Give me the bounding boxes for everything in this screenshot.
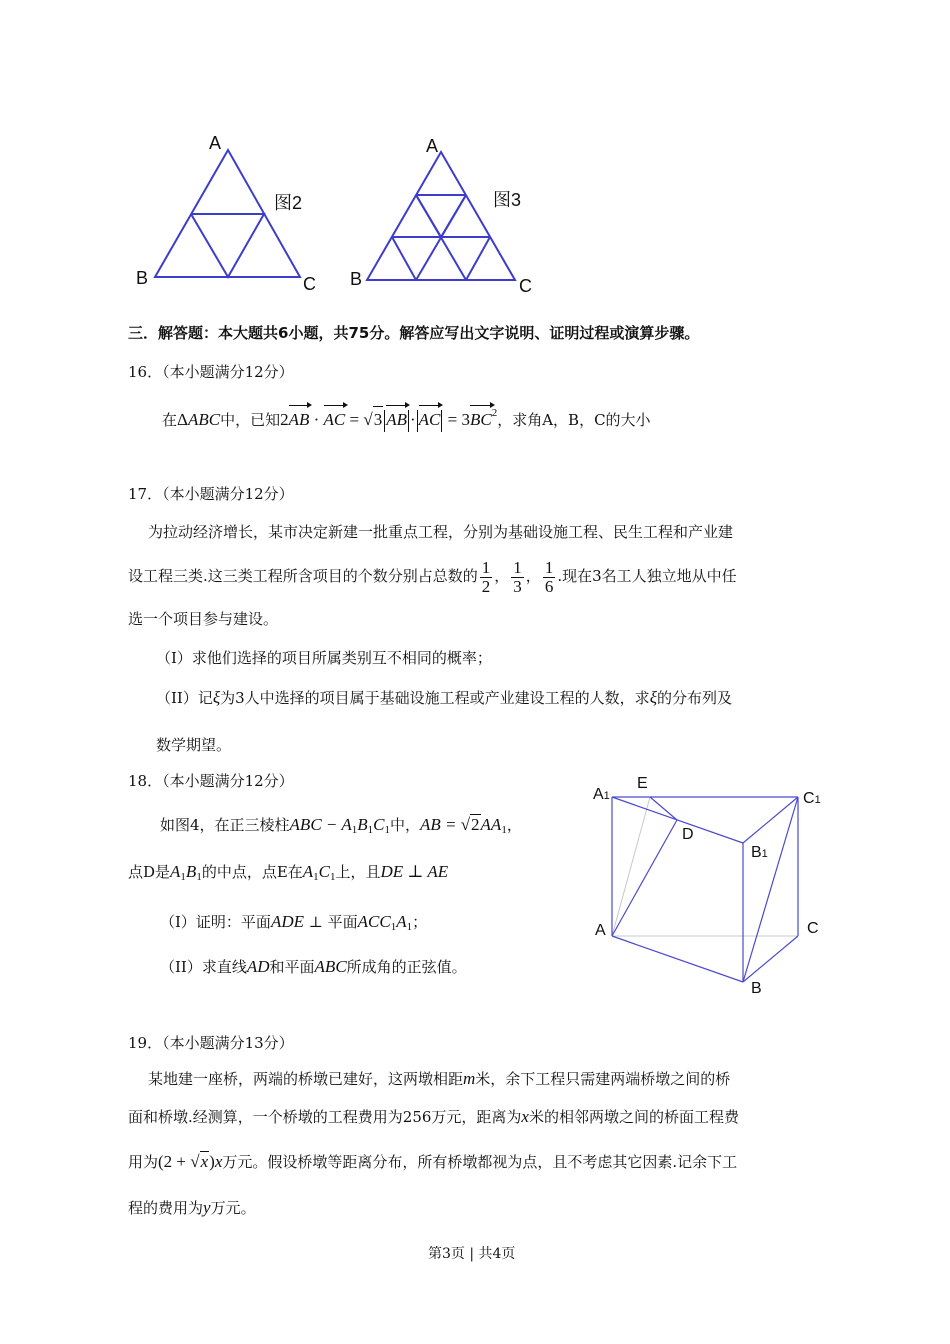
fig4-label-c: C: [807, 920, 819, 937]
q16-text-mid: 中，已知: [220, 411, 281, 429]
fig3-caption: 图3: [493, 190, 522, 210]
q17-line2: 设工程三类.这三类工程所含项目的个数分别占总数的 $\frac{1}{2}$ ， $\frac{1}{3}$ ， $\frac{1}{6}$ .现在3名工人独立地从中任: [128, 557, 737, 596]
fraction-one-third: $\frac{1}{3}$: [513, 557, 522, 596]
fig2-label-b: B: [136, 268, 149, 288]
section-heading: 三．解答题：本大题共6小题，共75分。解答应写出文字说明、证明过程或演算步骤。: [128, 324, 700, 342]
fig4-label-a1: A1: [593, 786, 610, 803]
q19-line2: 面和桥墩.经测算，一个桥墩的工程费用为256万元，距离为x米的相邻两墩之间的桥面工程费: [128, 1107, 739, 1126]
q17-part2-end: 数学期望。: [156, 736, 232, 754]
q17-line1: 为拉动经济增长，某市决定新建一批重点工程，分别为基础设施工程、民生工程和产业建: [148, 523, 734, 541]
fig4-label-e: E: [637, 775, 648, 792]
q17-part1: （I）求他们选择的项目所属类别互不相同的概率；: [156, 649, 492, 667]
fig2-caption: 图2: [274, 193, 303, 213]
fig4-label-b: B: [751, 980, 762, 997]
fig4-label-d: D: [682, 826, 694, 843]
q17-line3: 选一个项目参与建设。: [128, 610, 279, 628]
figure-4-prism: [590, 780, 840, 1010]
fig4-label-b1: B1: [751, 844, 768, 861]
q16-header: 16．（本小题满分12分）: [128, 363, 294, 381]
fig3-label-c: C: [519, 276, 532, 296]
q19-line1: 某地建一座桥，两端的桥墩已建好，这两墩相距m米，余下工程只需建两端桥墩之间的桥: [148, 1069, 731, 1088]
fig4-label-a: A: [595, 922, 606, 939]
q17-header: 17．（本小题满分12分）: [128, 485, 294, 503]
q17-part2: （II）记ξ为3人中选择的项目属于基础设施工程或产业建设工程的人数，求ξ的分布列及: [156, 688, 732, 707]
fig3-label-b: B: [350, 269, 363, 289]
fig2-label-a: A: [209, 133, 222, 153]
q18-line1: 如图4，在正三棱柱ABC − $A_1B_1C_1$中，AB = $√2AA_1$，: [160, 815, 522, 836]
fig2-label-c: C: [303, 274, 316, 294]
q18-part1: （I）证明：平面ADE ⊥ 平面$ACC_1A_1$；: [160, 912, 428, 933]
fig4-label-c1: C1: [803, 790, 821, 807]
page-footer: 第3页 | 共4页: [428, 1246, 516, 1262]
fraction-one-sixth: $\frac{1}{6}$: [544, 557, 554, 596]
fraction-one-half: $\frac{1}{2}$: [481, 557, 491, 596]
figure-2: [120, 128, 340, 298]
q19-line4: 程的费用为y万元。: [128, 1198, 256, 1217]
q16-text-pre: 在: [162, 411, 178, 429]
figure-3: [350, 128, 530, 298]
q18-part2: （II）求直线AD和平面ABC所成角的正弦值。: [160, 957, 467, 976]
q19-header: 19．（本小题满分13分）: [128, 1034, 294, 1052]
q16-equation: 2AB · AC = √3 AB · AC = $3BC^2$: [280, 410, 497, 429]
q16-text-post: ，求角A，B，C的大小: [497, 411, 651, 429]
q18-line2: 点D是$A_1B_1$的中点，点E在$A_1C_1$上，且DE ⊥ AE: [128, 862, 449, 883]
q16-body: 在ΔABC中，已知2AB · AC = √3 AB · AC = $3BC^2$，求角A，B，C的大小: [162, 400, 651, 433]
q19-line3: 用为(2 + √x)x万元。假设桥墩等距离分布，所有桥墩都视为点，且不考虑其它因素.记余下工: [128, 1152, 738, 1171]
q18-header: 18．（本小题满分12分）: [128, 772, 294, 790]
fig3-label-a: A: [426, 136, 439, 156]
